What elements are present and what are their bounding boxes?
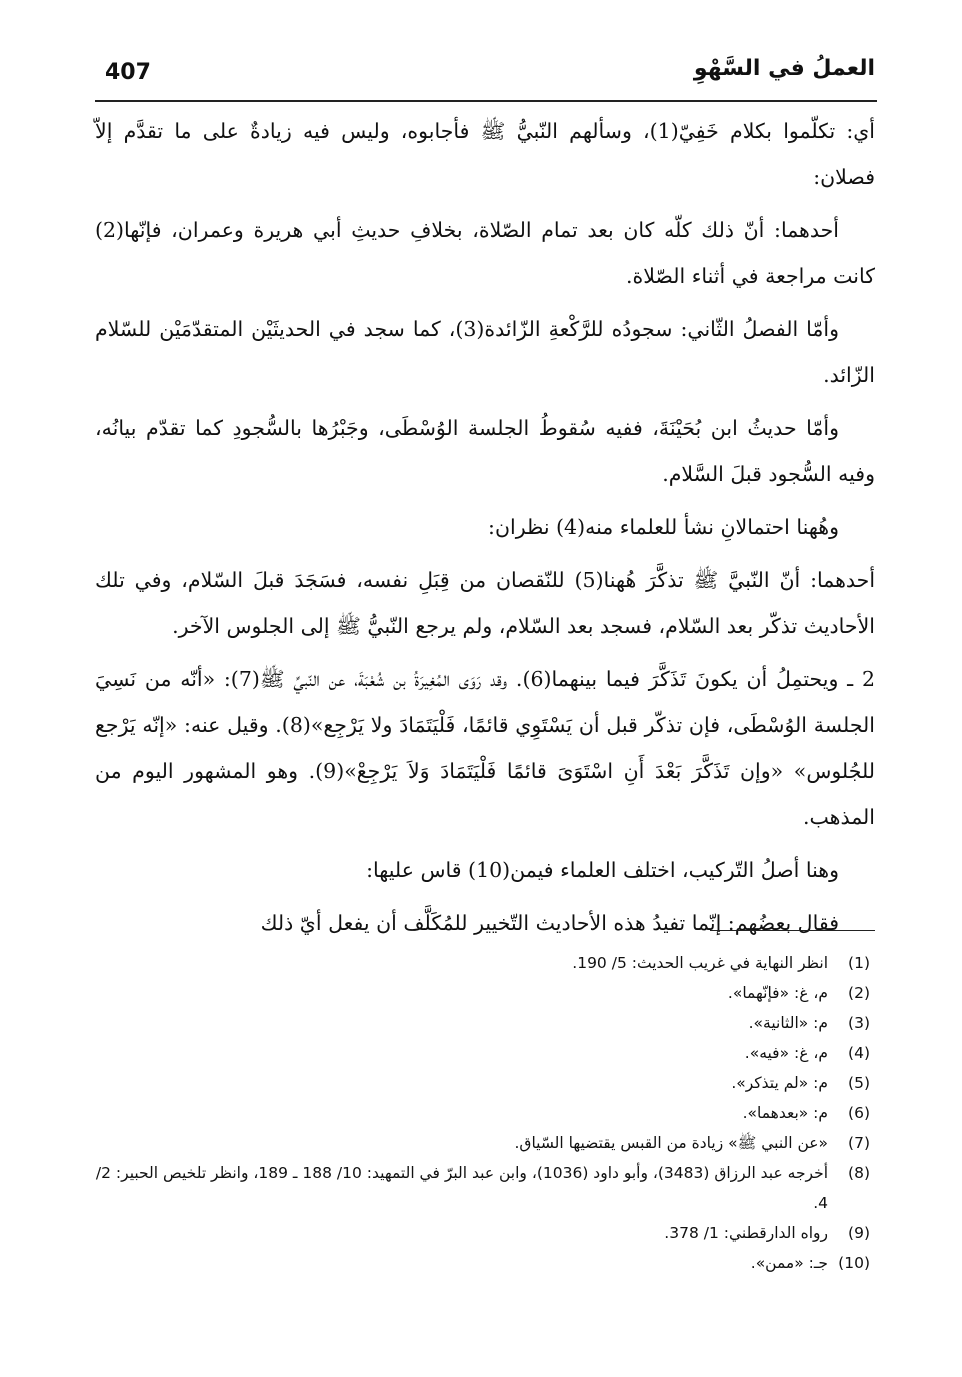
- footnote: [95, 1158, 870, 1218]
- footnote-text: م، غ: «فيه».: [744, 1044, 828, 1062]
- footnote-text: م: «لم يتذكر».: [731, 1074, 828, 1092]
- footnote-number: (8): [848, 1164, 870, 1182]
- footnote-number: (10): [838, 1254, 870, 1272]
- footnote: [95, 1218, 870, 1248]
- footnote-number: (3): [848, 1014, 870, 1032]
- paragraph: وأمّا حديثُ ابن بُحَيْنَةَ، ففيه سُقوطُ الجلسة الوُسْطَى، وجَبْرُها بالسُّجودِ كما تقدّم بيانُه، وفيه السُّجود قبلَ السَّلام.: [95, 416, 875, 486]
- footnote-number: (4): [848, 1044, 870, 1062]
- running-title: العملُ في السَّهْوِ: [693, 56, 875, 81]
- header-divider: [95, 100, 877, 102]
- footnote-text: «عن النبي ﷺ» زيادة من القبس يقتضيها السّياق.: [514, 1134, 828, 1152]
- footnote-text: أخرجه عبد الرزاق (3483)، وأبو داود (1036)، وابن عبد البرّ في التمهيد: 10/ 188 ـ 189، وانظر تلخيص الحبير: 2/ 4.: [95, 1164, 828, 1212]
- paragraph: 2 ـ ويحتمِلُ أن يكونَ تَذَكَّرَ فيما بينهما(6). وقد رَوَى المُغِيرَةُ بن شُعْبَةَ، عن النّبيِّ ﷺ(7): «أنّه من نَسِيَ الجلسة الوُسْطَى، فإن تذكّر قبل أن يَسْتَوِي قائمًا، فَلْيَتَمَادَ ولا يَرْجِع»(8). وقيل عنه: «إنّه يَرْجع للجُلوس» «وإن تَذَكَّرَ بَعْدَ أَنِ اسْتَوَىَ قائمًا فَلْيَتَمَادَ وَلاَ يَرْجِعْ»(9). وهو المشهور اليوم من المذهب.: [95, 667, 875, 829]
- footnote-text: رواه الدارقطني: 1/ 378.: [664, 1224, 828, 1242]
- footnote: [95, 1038, 870, 1068]
- page-number: 407: [105, 60, 151, 85]
- footnote-number: (6): [848, 1104, 870, 1122]
- footnote-number: (5): [848, 1074, 870, 1092]
- footnote: [95, 1008, 870, 1038]
- footnote: [95, 948, 870, 978]
- footnote-text: م: «الثانية».: [748, 1014, 828, 1032]
- footnote-number: (1): [848, 954, 870, 972]
- footnote: [95, 1098, 870, 1128]
- paragraph: وأمّا الفصلُ الثّاني: سجودُه للرَّكْعةِ الزّائدة(3)، كما سجد في الحديثَيْن المتقدّمَيْن للسّلام الزّائد.: [95, 317, 875, 387]
- main-text: [95, 108, 875, 953]
- footnote-number: (2): [848, 984, 870, 1002]
- paragraph: أحدهما: أنّ النّبيَّ ﷺ تذكَّرَ هُهنا(5) للنّقصان من قِبَلِ نفسه، فسَجَدَ قبلَ السّلام، وفي تلك الأحاديث تذكّر بعد السّلام، فسجد بعد السّلام، ولم يرجع النّبيُّ ﷺ إلى الجلوس الآخر.: [95, 568, 876, 638]
- paragraph: فقال بعضُهم: إنّما تفيدُ هذه الأحاديث التّخيير للمُكَلَّف أن يفعل أيّ ذلك: [260, 911, 839, 935]
- page-header: [95, 48, 875, 100]
- footnote-text: م: «بعدهما».: [742, 1104, 828, 1122]
- paragraph: أحدهما: أنّ ذلك كلّه كان بعد تمام الصّلاة، بخلافِ حديثِ أبي هريرة وعمران، فإنّها(2) كانت مراجعة في أثناء الصّلاة.: [95, 218, 875, 288]
- paragraph: وهُهنا احتمالانِ نشأ للعلماء منه(4) نظران:: [488, 515, 839, 539]
- footnote: [95, 1068, 870, 1098]
- footnote-divider: [710, 930, 875, 931]
- footnote-number: (9): [848, 1224, 870, 1242]
- footnote-text: جـ: «ممن».: [750, 1254, 828, 1272]
- footnote: [95, 1248, 870, 1278]
- footnote-number: (7): [848, 1134, 870, 1152]
- footnotes: [95, 948, 870, 1278]
- paragraph: أي: تكلّموا بكلام خَفِيّ(1)، وسألهم النّبيُّ ﷺ فأجابوه، وليس فيه زيادةٌ على ما تقدَّم إلاّ فصلان:: [95, 119, 875, 189]
- footnote-text: انظر النهاية في غريب الحديث: 5/ 190.: [572, 954, 828, 972]
- paragraph: وهنا أصلُ التّركيب، اختلف العلماء فيمن(10) قاس عليها:: [366, 858, 839, 882]
- footnote: [95, 1128, 870, 1158]
- footnote: [95, 978, 870, 1008]
- footnote-text: م، غ: «فإنّهما».: [727, 984, 828, 1002]
